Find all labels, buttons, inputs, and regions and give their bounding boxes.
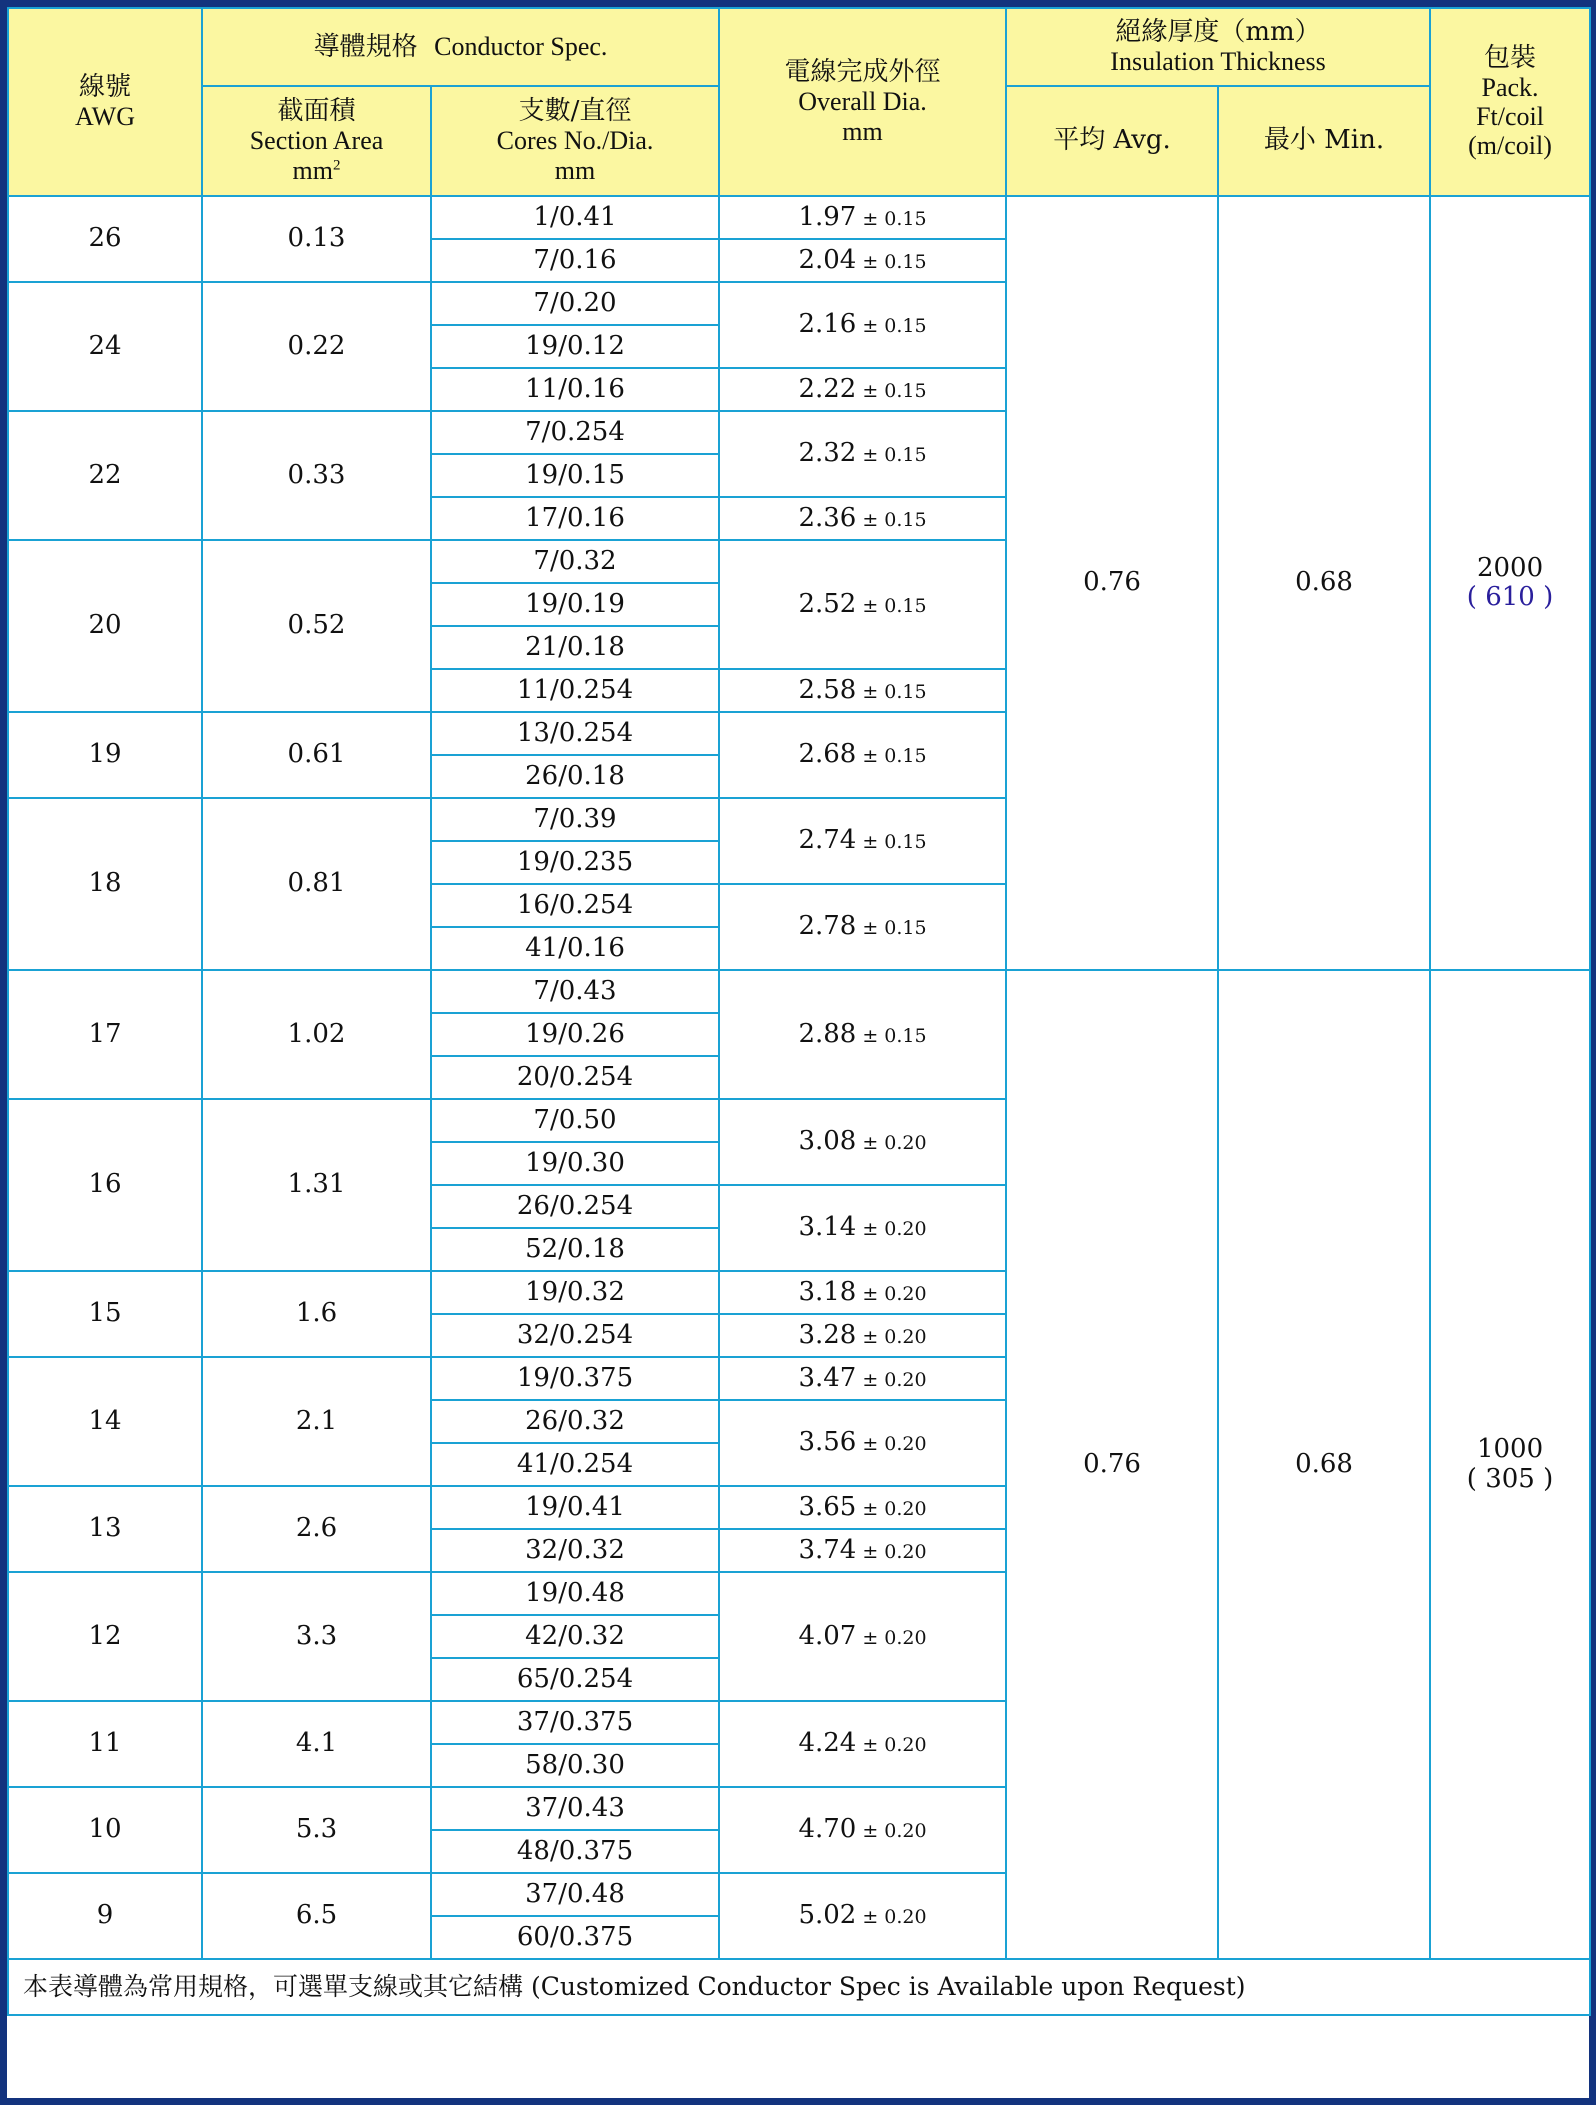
cores-cell: 19/0.26 xyxy=(431,1013,719,1056)
section-area-cell: 5.3 xyxy=(202,1787,431,1873)
cores-cell: 19/0.15 xyxy=(431,454,719,497)
cores-cell: 11/0.254 xyxy=(431,669,719,712)
pack-m: ( 305 ) xyxy=(1466,1463,1554,1494)
footnote-row xyxy=(8,1959,1590,2015)
overall-dia-cell: 2.68 ± 0.15 xyxy=(719,712,1006,798)
cores-cell: 19/0.375 xyxy=(431,1357,719,1400)
overall-dia-cell: 2.52 ± 0.15 xyxy=(719,540,1006,669)
section-area-header-en: Section Area xyxy=(249,126,384,156)
pack-header-unit-ft: Ft/coil xyxy=(1476,102,1544,131)
overall-dia-cell: 3.08 ± 0.20 xyxy=(719,1099,1006,1185)
cores-cell: 7/0.20 xyxy=(431,282,719,325)
section-area-cell: 3.3 xyxy=(202,1572,431,1701)
section-area-cell: 2.6 xyxy=(202,1486,431,1572)
overall-dia-cell: 3.65 ± 0.20 xyxy=(719,1486,1006,1529)
section-area-cell: 0.81 xyxy=(202,798,431,970)
cores-cell: 19/0.41 xyxy=(431,1486,719,1529)
overall-dia-cell: 3.47 ± 0.20 xyxy=(719,1357,1006,1400)
section-area-cell: 6.5 xyxy=(202,1873,431,1959)
conductor-header-zh: 導體規格 xyxy=(313,31,418,62)
cores-cell: 41/0.16 xyxy=(431,927,719,970)
section-area-cell: 0.13 xyxy=(202,196,431,282)
overall-dia-cell: 2.04 ± 0.15 xyxy=(719,239,1006,282)
overall-dia-cell: 3.14 ± 0.20 xyxy=(719,1185,1006,1271)
table-row xyxy=(8,970,1590,1013)
overall-dia-header xyxy=(719,8,1006,196)
pack-header-zh: 包裝 xyxy=(1484,42,1537,73)
pack-header-en: Pack. xyxy=(1481,72,1539,102)
awg-cell: 26 xyxy=(8,196,202,282)
awg-cell: 13 xyxy=(8,1486,202,1572)
section-area-header-unit: $mm^2$ xyxy=(292,155,341,185)
cores-cell: 1/0.41 xyxy=(431,196,719,239)
overall-dia-cell: 3.74 ± 0.20 xyxy=(719,1529,1006,1572)
awg-cell: 20 xyxy=(8,540,202,712)
awg-header-en: AWG xyxy=(74,102,135,131)
insulation-min-cell: 0.68 xyxy=(1218,196,1430,970)
pack-m: ( 610 ) xyxy=(1466,582,1554,612)
insulation-header-zh: 絕緣厚度（mm） xyxy=(1115,16,1321,47)
overall-dia-cell: 2.74 ± 0.15 xyxy=(719,798,1006,884)
cores-cell: 7/0.43 xyxy=(431,970,719,1013)
cores-cell: 26/0.18 xyxy=(431,755,719,798)
overall-dia-cell: 3.18 ± 0.20 xyxy=(719,1271,1006,1314)
cores-cell: 7/0.39 xyxy=(431,798,719,841)
awg-cell: 14 xyxy=(8,1357,202,1486)
cores-cell: 37/0.375 xyxy=(431,1701,719,1744)
cores-cell: 11/0.16 xyxy=(431,368,719,411)
awg-cell: 19 xyxy=(8,712,202,798)
cores-cell: 19/0.30 xyxy=(431,1142,719,1185)
overall-dia-cell: 2.22 ± 0.15 xyxy=(719,368,1006,411)
cores-cell: 60/0.375 xyxy=(431,1916,719,1959)
overall-dia-cell: 4.70 ± 0.20 xyxy=(719,1787,1006,1873)
insulation-avg-cell: 0.76 xyxy=(1006,970,1218,1959)
overall-dia-cell: 5.02 ± 0.20 xyxy=(719,1873,1006,1959)
awg-cell: 17 xyxy=(8,970,202,1099)
overall-dia-cell: 2.58 ± 0.15 xyxy=(719,669,1006,712)
section-area-cell: 0.22 xyxy=(202,282,431,411)
cores-cell: 7/0.16 xyxy=(431,239,719,282)
cores-header-zh: 支數/直徑 xyxy=(518,96,632,127)
section-area-cell: 0.52 xyxy=(202,540,431,712)
cores-cell: 32/0.254 xyxy=(431,1314,719,1357)
overall-dia-header-en: Overall Dia. xyxy=(798,87,927,117)
section-area-cell: 0.61 xyxy=(202,712,431,798)
awg-cell: 16 xyxy=(8,1099,202,1271)
cores-header xyxy=(431,86,719,196)
cores-cell: 26/0.254 xyxy=(431,1185,719,1228)
pack-ft: 2000 xyxy=(1476,552,1544,583)
overall-dia-cell: 3.56 ± 0.20 xyxy=(719,1400,1006,1486)
overall-dia-cell: 4.07 ± 0.20 xyxy=(719,1572,1006,1701)
insulation-header xyxy=(1006,8,1430,86)
cores-cell: 19/0.19 xyxy=(431,583,719,626)
footnote: 本表導體為常用規格，可選單支線或其它結構 (Customized Conductor Spec is Available upon Request) xyxy=(8,1959,1590,2015)
awg-cell: 12 xyxy=(8,1572,202,1701)
section-area-header-zh: 截面積 xyxy=(277,96,356,127)
cores-cell: 32/0.32 xyxy=(431,1529,719,1572)
overall-dia-cell: 3.28 ± 0.20 xyxy=(719,1314,1006,1357)
overall-dia-cell: 2.36 ± 0.15 xyxy=(719,497,1006,540)
table-header xyxy=(8,8,1590,196)
overall-dia-header-unit: mm xyxy=(842,116,883,146)
overall-dia-cell: 2.16 ± 0.15 xyxy=(719,282,1006,368)
cores-cell: 19/0.235 xyxy=(431,841,719,884)
cores-cell: 13/0.254 xyxy=(431,712,719,755)
wire-spec-table xyxy=(7,7,1591,2016)
cores-cell: 19/0.32 xyxy=(431,1271,719,1314)
pack-header xyxy=(1430,8,1590,196)
table-row xyxy=(8,196,1590,239)
section-area-cell: 1.31 xyxy=(202,1099,431,1271)
cores-cell: 42/0.32 xyxy=(431,1615,719,1658)
cores-cell: 17/0.16 xyxy=(431,497,719,540)
section-area-cell: 1.6 xyxy=(202,1271,431,1357)
cores-cell: 16/0.254 xyxy=(431,884,719,927)
cores-cell: 20/0.254 xyxy=(431,1056,719,1099)
insulation-avg-header: 平均 Avg. xyxy=(1006,86,1218,196)
cores-cell: 7/0.50 xyxy=(431,1099,719,1142)
section-area-cell: 2.1 xyxy=(202,1357,431,1486)
conductor-header-en: Conductor Spec. xyxy=(434,31,608,61)
insulation-min-cell: 0.68 xyxy=(1218,970,1430,1959)
overall-dia-cell: 2.88 ± 0.15 xyxy=(719,970,1006,1099)
overall-dia-cell: 2.78 ± 0.15 xyxy=(719,884,1006,970)
awg-cell: 11 xyxy=(8,1701,202,1787)
cores-cell: 7/0.32 xyxy=(431,540,719,583)
awg-cell: 10 xyxy=(8,1787,202,1873)
cores-cell: 65/0.254 xyxy=(431,1658,719,1701)
cores-cell: 21/0.18 xyxy=(431,626,719,669)
awg-cell: 15 xyxy=(8,1271,202,1357)
cores-cell: 41/0.254 xyxy=(431,1443,719,1486)
section-area-cell: 0.33 xyxy=(202,411,431,540)
insulation-min-header: 最小 Min. xyxy=(1218,86,1430,196)
overall-dia-header-zh: 電線完成外徑 xyxy=(784,57,941,88)
cores-cell: 19/0.12 xyxy=(431,325,719,368)
pack-cell xyxy=(1430,196,1590,970)
conductor-header xyxy=(202,8,719,86)
cores-cell: 7/0.254 xyxy=(431,411,719,454)
overall-dia-cell: 1.97 ± 0.15 xyxy=(719,196,1006,239)
pack-header-unit-m: (m/coil) xyxy=(1468,131,1552,161)
insulation-avg-cell: 0.76 xyxy=(1006,196,1218,970)
cores-cell: 58/0.30 xyxy=(431,1744,719,1787)
overall-dia-cell: 4.24 ± 0.20 xyxy=(719,1701,1006,1787)
awg-header xyxy=(8,8,202,196)
cores-cell: 26/0.32 xyxy=(431,1400,719,1443)
pack-ft: 1000 xyxy=(1476,1434,1544,1465)
cores-cell: 52/0.18 xyxy=(431,1228,719,1271)
section-area-cell: 1.02 xyxy=(202,970,431,1099)
overall-dia-cell: 2.32 ± 0.15 xyxy=(719,411,1006,497)
awg-cell: 9 xyxy=(8,1873,202,1959)
section-area-cell: 4.1 xyxy=(202,1701,431,1787)
cores-header-en: Cores No./Dia. xyxy=(496,126,654,156)
awg-header-zh: 線號 xyxy=(78,71,131,102)
awg-cell: 24 xyxy=(8,282,202,411)
cores-cell: 19/0.48 xyxy=(431,1572,719,1615)
awg-cell: 18 xyxy=(8,798,202,970)
awg-cell: 22 xyxy=(8,411,202,540)
insulation-header-en: Insulation Thickness xyxy=(1110,47,1326,76)
cores-cell: 37/0.48 xyxy=(431,1873,719,1916)
cores-cell: 48/0.375 xyxy=(431,1830,719,1873)
pack-cell xyxy=(1430,970,1590,1959)
cores-cell: 37/0.43 xyxy=(431,1787,719,1830)
table-body xyxy=(8,196,1590,2015)
section-area-header xyxy=(202,86,431,196)
cores-header-unit: mm xyxy=(554,155,596,185)
